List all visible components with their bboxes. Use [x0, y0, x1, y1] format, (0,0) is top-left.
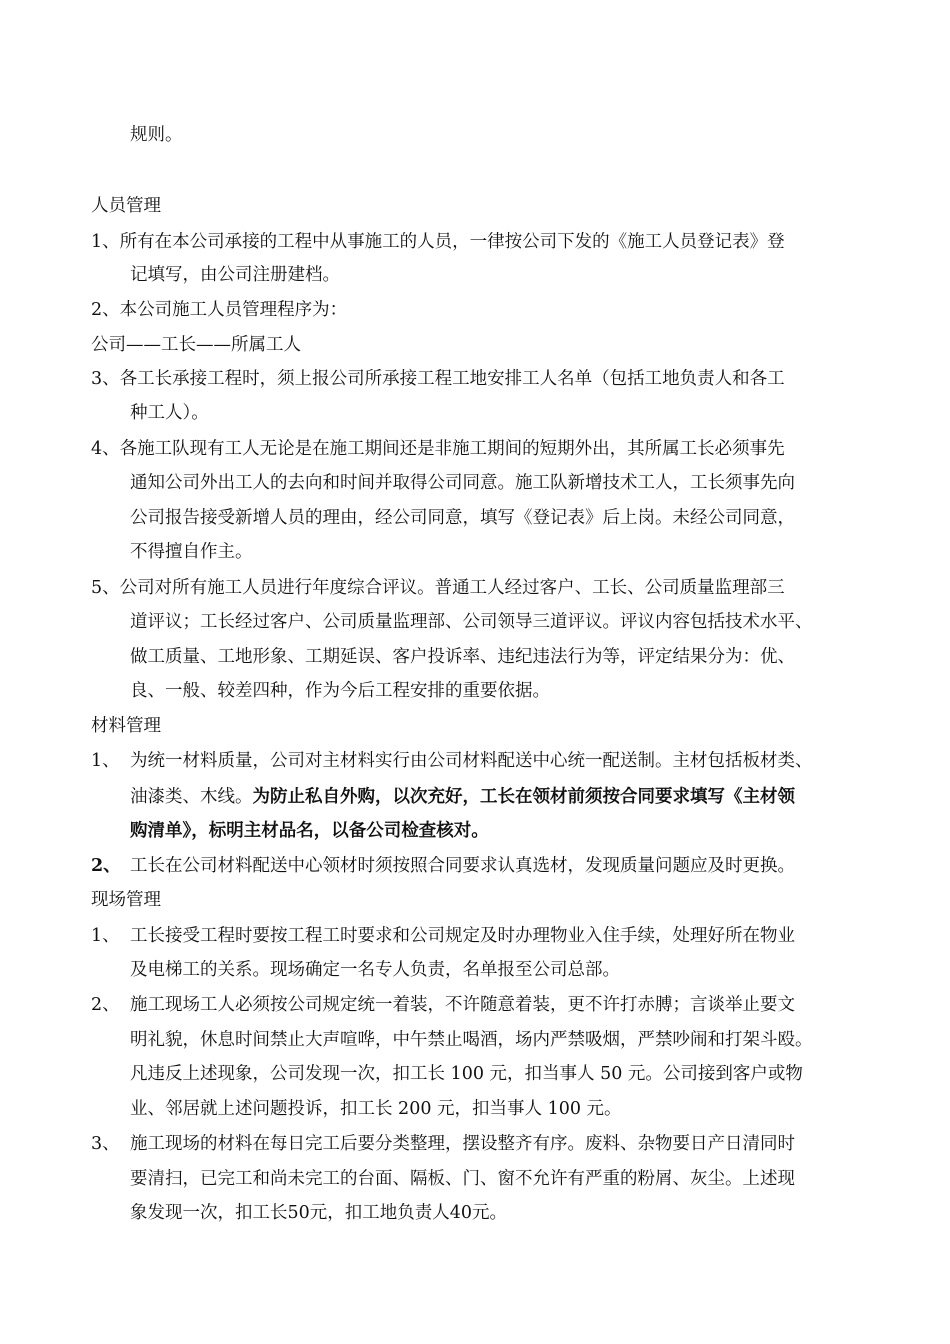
site-item-1-number: 1、 — [91, 926, 120, 946]
personnel-item-1-line-1: 1、所有在本公司承接的工程中从事施工的人员，一律按公司下发的《施工人员登记表》登 — [91, 232, 785, 252]
section-heading-materials: 材料管理 — [91, 716, 161, 736]
personnel-item-4-line-3: 公司报告接受新增人员的理由，经公司同意，填写《登记表》后上岗。未经公司同意， — [130, 508, 795, 528]
personnel-item-5-line-4: 良、一般、较差四种，作为今后工程安排的重要依据。 — [130, 681, 550, 701]
personnel-item-1-line-2: 记填写，由公司注册建档。 — [130, 265, 340, 285]
personnel-item-3-line-1: 3、各工长承接工程时，须上报公司所承接工程工地安排工人名单（包括工地负责人和各工 — [91, 369, 785, 389]
section-heading-personnel: 人员管理 — [91, 196, 161, 216]
personnel-item-5-line-1: 5、公司对所有施工人员进行年度综合评议。普通工人经过客户、工长、公司质量监理部三 — [91, 578, 785, 598]
site-item-2-line-3: 凡违反上述现象，公司发现一次，扣工长 100 元，扣当事人 50 元。公司接到客户或物 — [130, 1064, 803, 1084]
personnel-item-2-line-1: 2、本公司施工人员管理程序为： — [91, 300, 348, 320]
site-item-2-line-1: 施工现场工人必须按公司规定统一着装，不许随意着装，更不许打赤膊；言谈举止要文 — [130, 995, 795, 1015]
site-item-3-line-3: 象发现一次，扣工长50元，扣工地负责人40元。 — [130, 1203, 508, 1223]
site-item-3-number: 3、 — [91, 1134, 120, 1154]
personnel-item-5-line-2: 道评议；工长经过客户、公司质量监理部、公司领导三道评议。评议内容包括技术水平、 — [130, 612, 813, 632]
site-item-1-line-1: 工长接受工程时要按工程工时要求和公司规定及时办理物业入住手续，处理好所在物业 — [130, 926, 795, 946]
materials-item-1-number: 1、 — [91, 751, 120, 771]
materials-item-1-line-2 — [130, 786, 795, 808]
materials-item-1-line-2-bold: 为防止私自外购，以次充好，工长在领材前须按合同要求填写《主材领 — [252, 787, 795, 807]
section-heading-site: 现场管理 — [91, 890, 161, 910]
site-item-3-line-2: 要清扫，已完工和尚未完工的台面、隔板、门、窗不允许有严重的粉屑、灰尘。上述现 — [130, 1169, 795, 1189]
materials-item-1-line-2-plain: 油漆类、木线。 — [130, 787, 253, 807]
site-item-2-line-4: 业、邻居就上述问题投诉，扣工长 200 元，扣当事人 100 元。 — [130, 1099, 622, 1119]
personnel-chain: 公司——工长——所属工人 — [91, 335, 301, 355]
materials-item-2-line-1: 工长在公司材料配送中心领材时须按照合同要求认真选材，发现质量问题应及时更换。 — [130, 856, 795, 876]
intro-text: 规则。 — [130, 125, 183, 145]
materials-item-1-line-1: 为统一材料质量，公司对主材料实行由公司材料配送中心统一配送制。主材包括板材类、 — [130, 751, 813, 771]
personnel-item-4-line-1: 4、各施工队现有工人无论是在施工期间还是非施工期间的短期外出，其所属工长必须事先 — [91, 439, 785, 459]
site-item-1-line-2: 及电梯工的关系。现场确定一名专人负责，名单报至公司总部。 — [130, 960, 620, 980]
personnel-item-5-line-3: 做工质量、工地形象、工期延误、客户投诉率、违纪违法行为等，评定结果分为：优、 — [130, 647, 795, 667]
site-item-2-line-2: 明礼貌，休息时间禁止大声喧哗，中午禁止喝酒，场内严禁吸烟，严禁吵闹和打架斗殴。 — [130, 1030, 813, 1050]
site-item-2-number: 2、 — [91, 995, 120, 1015]
materials-item-1-line-3-bold: 购清单》，标明主材品名，以备公司检查核对。 — [130, 821, 489, 841]
personnel-item-4-line-4: 不得擅自作主。 — [130, 542, 253, 562]
personnel-item-3-line-2: 种工人）。 — [130, 403, 209, 423]
materials-item-2-number: 2、 — [91, 856, 121, 876]
site-item-3-line-1: 施工现场的材料在每日完工后要分类整理，摆设整齐有序。废料、杂物要日产日清同时 — [130, 1134, 795, 1154]
personnel-item-4-line-2: 通知公司外出工人的去向和时间并取得公司同意。施工队新增技术工人，工长须事先向 — [130, 473, 795, 493]
